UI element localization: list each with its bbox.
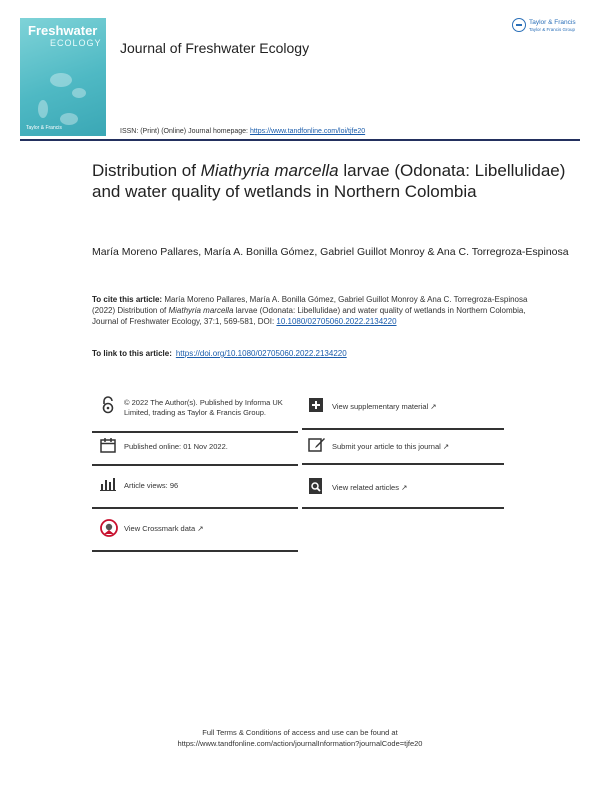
bar-chart-icon (100, 477, 116, 493)
panel-divider (302, 428, 504, 430)
calendar-icon (100, 437, 116, 453)
publisher-logo-line1: Taylor & Francis (529, 19, 576, 26)
open-access-icon (100, 396, 116, 412)
cover-subtitle: ECOLOGY (50, 38, 102, 48)
issn-line (120, 128, 365, 135)
footer-terms: Full Terms & Conditions of access and use can be found at (202, 728, 398, 737)
article-title: Distribution of Miathyria marcella larvae (Odonata: Libellulidae) and water quality of wetlands in Northern Colombia (92, 161, 566, 201)
cover-decoration (72, 88, 86, 98)
crossmark-icon[interactable] (100, 519, 116, 535)
panel-divider (302, 463, 504, 465)
doi-link[interactable]: 10.1080/02705060.2022.2134220 (276, 317, 397, 326)
footer (0, 727, 600, 749)
external-link-icon: ↗ (401, 483, 408, 492)
panel-divider (92, 431, 298, 433)
cover-decoration (38, 100, 48, 118)
related-articles-link[interactable]: View related articles ↗ (332, 483, 408, 492)
journal-title[interactable]: Journal of Freshwater Ecology (120, 40, 310, 56)
supplementary-material-link[interactable]: View supplementary material ↗ (332, 402, 437, 411)
issn-label: ISSN: (Print) (Online) Journal homepage: (120, 128, 248, 135)
panel-divider (92, 507, 298, 509)
citation-label: To cite this article: (92, 295, 163, 304)
submit-article-link[interactable]: Submit your article to this journal ↗ (332, 442, 450, 451)
citation-block: To cite this article: María Moreno Pallares, María A. Bonilla Gómez, Gabriel Guillot Monroy & Ana C. Torregroza-Espinosa (2022) Distribution of Miathyria marcella larvae (Odonata: Libellulidae) and water quality of wetlands in Northern Colombia, Journal of Freshwater Ecology, 37:1, 569-581, DOI: 10.1080/02705060.2022.2134220 (92, 295, 528, 326)
article-link-block (92, 349, 347, 358)
article-views: Article views: 96 (124, 481, 179, 490)
copyright-notice: © 2022 The Author(s). Published by Informa UK Limited, trading as Taylor & Francis Group. (124, 398, 283, 417)
publisher-logo[interactable] (512, 18, 582, 34)
published-date: Published online: 01 Nov 2022. (124, 442, 228, 451)
cover-decoration (50, 73, 72, 87)
taylor-francis-icon (512, 18, 526, 32)
panel-divider (92, 464, 298, 466)
panel-divider (92, 550, 298, 552)
external-link-icon: ↗ (197, 524, 204, 533)
journal-cover-thumbnail (20, 18, 106, 136)
header-divider (20, 139, 580, 141)
footer-url[interactable]: https://www.tandfonline.com/action/journalInformation?journalCode=tjfe20 (177, 739, 423, 748)
cover-decoration (60, 113, 78, 125)
cover-publisher-logo: Taylor & Francis (26, 125, 62, 131)
crossmark-link[interactable]: View Crossmark data ↗ (124, 524, 204, 533)
journal-homepage-link[interactable]: https://www.tandfonline.com/loi/tjfe20 (249, 128, 366, 135)
article-link-label: To link to this article: (92, 349, 172, 358)
edit-icon (308, 436, 324, 452)
cover-title: Freshwater (28, 23, 98, 38)
article-doi-url[interactable]: https://doi.org/10.1080/02705060.2022.2134220 (175, 349, 347, 358)
related-articles-icon (308, 477, 324, 493)
publisher-logo-line2: Taylor & Francis Group (529, 27, 576, 32)
external-link-icon: ↗ (442, 442, 450, 451)
article-authors: María Moreno Pallares, María A. Bonilla Gómez, Gabriel Guillot Monroy & Ana C. Torregroza-Espinosa (92, 246, 569, 258)
panel-divider (302, 507, 504, 509)
external-link-icon: ↗ (430, 402, 437, 411)
plus-document-icon (308, 397, 324, 413)
